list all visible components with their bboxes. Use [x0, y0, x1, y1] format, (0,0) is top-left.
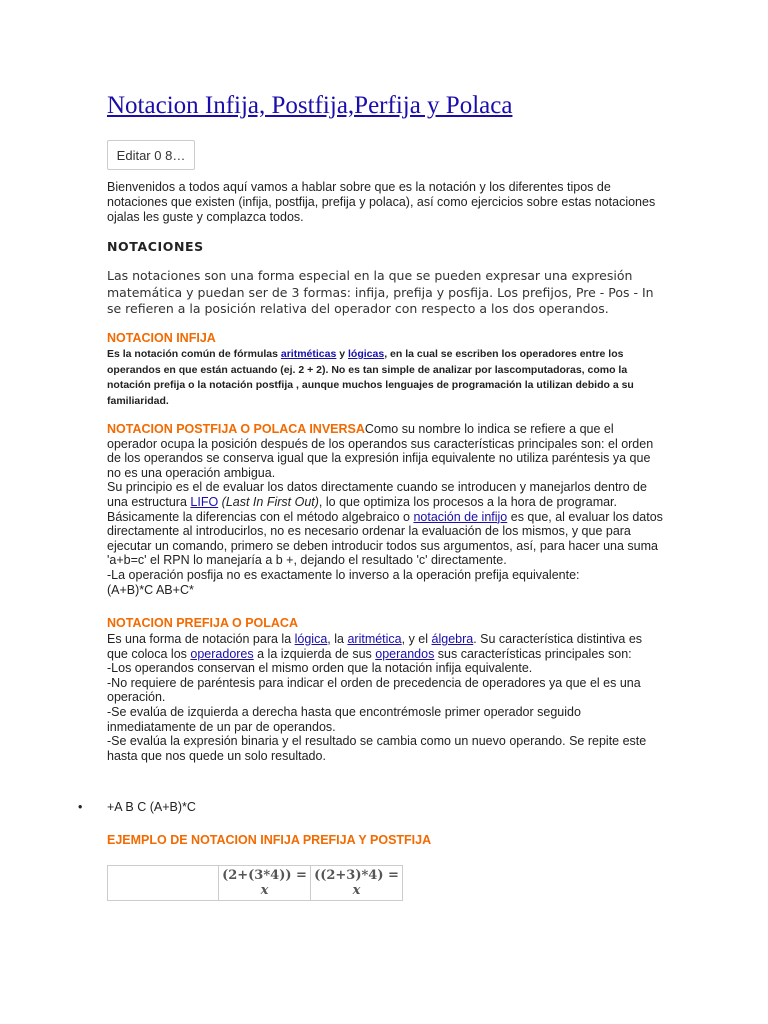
edit-button[interactable]: Editar 0 8… [107, 140, 195, 170]
formula-2: ((2+3)*4) = [314, 868, 399, 883]
page-title[interactable]: Notacion Infija, Postfija,Perfija y Polaca [107, 92, 513, 119]
notaciones-paragraph: Las notaciones son una forma especial en la que se pueden expresar una expresión matemática y puedan ser de 3 formas: infija, prefija y posfija. Los prefijos, Pre - Pos - In se refieren a la posición relativa del operador con respecto a los dos operandos. [107, 268, 654, 316]
notaciones-heading: NOTACIONES [107, 239, 204, 254]
postfija-text-5: es que, al evaluar los datos directamente al introducirlos, no es necesario ordenar la evaluación de los mismos, y que para ejecutar un comando, primero se deben introducir todos sus argumentos, así, para hacer una suma 'a+b=c' el RPN lo manejaría a b +, dejando el resultado 'c' directamente. [107, 509, 663, 568]
link-algebra[interactable]: álgebra [431, 632, 474, 646]
infija-text-3: , en la cual se escriben los operadores entre los operandos en que están actuando (ej. 2 + 2). No es tan simple de analizar por lascomputadoras, como la notación prefija o la notación postfija , aunque muchos lenguajes de programación la utilizan debido a su familiaridad. [107, 348, 634, 407]
link-logica[interactable]: lógica [294, 632, 328, 646]
postfija-section [107, 422, 663, 597]
table-cell-empty [108, 866, 219, 901]
postfija-text-3: , lo que optimiza los procesos a la hora de programar. [318, 494, 617, 509]
infija-paragraph [107, 347, 667, 409]
prefija-heading: NOTACION PREFIJA O POLACA [107, 616, 298, 630]
bullet-text: +A B C (A+B)*C [107, 800, 196, 814]
prefija-text-1: Es una forma de notación para la [107, 632, 295, 646]
postfija-heading: NOTACION POSTFIJA O POLACA INVERSA [107, 422, 365, 436]
prefija-item-4: -Se evalúa la expresión binaria y el resultado se cambia como un nuevo operando. Se repite este hasta que nos quede un solo resultado. [107, 734, 647, 763]
prefija-text-5: a la izquierda de sus [253, 646, 376, 661]
link-logicas[interactable]: lógicas [348, 348, 385, 360]
prefija-item-2: -No requiere de paréntesis para indicar el orden de precedencia de operadores ya que el es una operación. [107, 675, 641, 705]
formula-2-var: x [352, 883, 361, 898]
postfija-example: (A+B)*C AB+C* [107, 582, 194, 597]
prefija-text-4: . Su característica distintiva es que coloca los [107, 632, 643, 661]
prefija-paragraph [107, 632, 663, 763]
prefija-text-3: , y el [401, 632, 432, 646]
prefija-item-3: -Se evalúa de izquierda a derecha hasta que encontrémosle primer operador seguido inmediatamente de un par de operandos. [107, 704, 581, 734]
lifo-description: (Last In First Out) [221, 494, 319, 509]
formula-cell-1 [219, 866, 311, 901]
ejemplo-heading: EJEMPLO DE NOTACION INFIJA PREFIJA Y POSTFIJA [107, 833, 432, 847]
bullet-item [78, 800, 196, 814]
infija-text-1: Es la notación común de fórmulas [107, 348, 281, 360]
link-aritmeticas[interactable]: aritméticas [280, 348, 337, 360]
intro-paragraph: Bienvenidos a todos aquí vamos a hablar sobre que es la notación y los diferentes tipos de notaciones que existen (infija, postfija, prefija y polaca), así como ejercicios sobre estas notaciones ojalas les guste y complazca todos. [107, 180, 656, 224]
infija-heading: NOTACION INFIJA [107, 331, 216, 345]
prefija-text-2: , la [327, 632, 348, 646]
link-lifo[interactable]: LIFO [190, 494, 219, 509]
bullet-dot-icon: • [78, 800, 83, 814]
link-aritmetica[interactable]: aritmética [347, 632, 402, 646]
prefija-item-1: -Los operandos conservan el mismo orden que la notación infija equivalente. [107, 661, 533, 676]
postfija-text-2: Su principio es el de evaluar los datos directamente cuando se introducen y manejarlos dentro de una estructura [107, 480, 647, 509]
postfija-text-6: -La operación posfija no es exactamente lo inverso a la operación prefija equivalente: [107, 567, 580, 582]
link-operadores[interactable]: operadores [190, 646, 254, 661]
infija-text-2: y [336, 348, 349, 360]
formula-1-var: x [260, 883, 269, 898]
formula-cell-2 [311, 866, 403, 901]
prefija-text-6: sus características principales son: [434, 646, 632, 661]
postfija-text-1: Como su nombre lo indica se refiere a que el operador ocupa la posición después de los operandos sus características principales son: el orden de los operandos se conserva igual que la expresión infija equivalente no utiliza paréntesis ya que no es una operación ambigua. [107, 422, 654, 480]
link-operandos[interactable]: operandos [375, 646, 435, 661]
table-row [108, 866, 403, 901]
formula-1: (2+(3*4)) = [222, 868, 307, 883]
postfija-text-4: Básicamente la diferencias con el método algebraico o [107, 509, 414, 524]
link-notacion-infijo[interactable]: notación de infijo [413, 509, 508, 524]
example-table [107, 865, 403, 901]
